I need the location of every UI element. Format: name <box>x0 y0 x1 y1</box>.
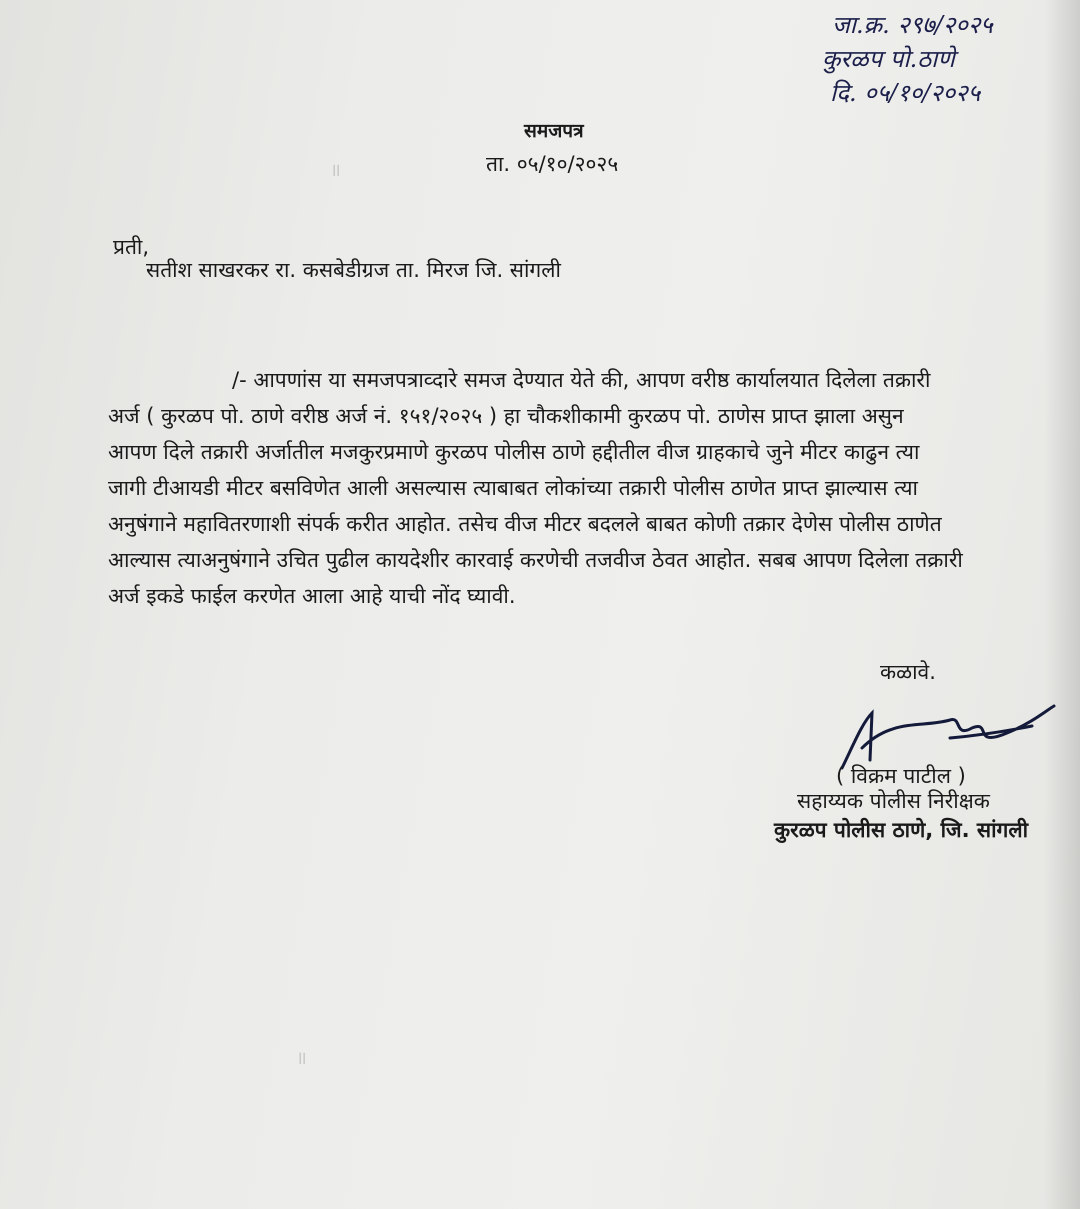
handwritten-ref-number: जा.क्र. २९७/२०२५ <box>832 11 993 39</box>
body-line: अर्ज इकडे फाईल करणेत आला आहे याची नोंद घ्यावी. <box>108 584 516 608</box>
body-line: अनुषंगाने महावितरणाशी संपर्क करीत आहोत. तसेच वीज मीटर बदलले बाबत कोणी तक्रार देणेस पोलीस ठाणेत <box>108 512 942 536</box>
paper-mark: ॥ <box>330 160 341 181</box>
signatory-station: कुरळप पोलीस ठाणे, जि. सांगली <box>774 818 1029 842</box>
body-line: /- आपणांस या समजपत्राव्दारे समज देण्यात येते की, आपण वरीष्ठ कार्यालयात दिलेला तक्रारी <box>232 368 931 392</box>
body-line: अर्ज ( कुरळप पो. ठाणे वरीष्ठ अर्ज नं. १५१/२०२५ ) हा चौकशीकामी कुरळप पो. ठाणेस प्राप्त झाला असुन <box>108 404 904 428</box>
signatory-name: ( विक्रम पाटील ) <box>836 764 966 788</box>
addressee: सतीश साखरकर रा. कसबेडीग्रज ता. मिरज जि. सांगली <box>146 258 561 282</box>
letter-date: ता. ०५/१०/२०२५ <box>486 152 619 176</box>
letter-title: समजपत्र <box>524 120 584 142</box>
body-line: आपण दिले तक्रारी अर्जातील मजकुरप्रमाणे कुरळप पोलीस ठाणे हद्दीतील वीज ग्राहकाचे जुने मीटर काढुन त्या <box>108 440 920 464</box>
signatory-designation: सहाय्यक पोलीस निरीक्षक <box>797 789 990 813</box>
closing: कळावे. <box>880 660 936 684</box>
body-line: आल्यास त्याअनुषंगाने उचित पुढील कायदेशीर कारवाई करणेची तजवीज ठेवत आहोत. सबब आपण दिलेला तक्रारी <box>108 548 963 572</box>
to-label: प्रती, <box>113 235 150 259</box>
paper-edge-shadow <box>1044 0 1080 1209</box>
paper-mark: ॥ <box>296 1048 307 1069</box>
handwritten-station: कुरळप पो.ठाणे <box>822 45 955 73</box>
handwritten-date: दि. ०५/१०/२०२५ <box>830 79 981 107</box>
body-line: जागी टीआयडी मीटर बसविणेत आली असल्यास त्याबाबत लोकांच्या तक्रारी पोलीस ठाणेत प्राप्त झाल्यास त्या <box>108 476 918 500</box>
